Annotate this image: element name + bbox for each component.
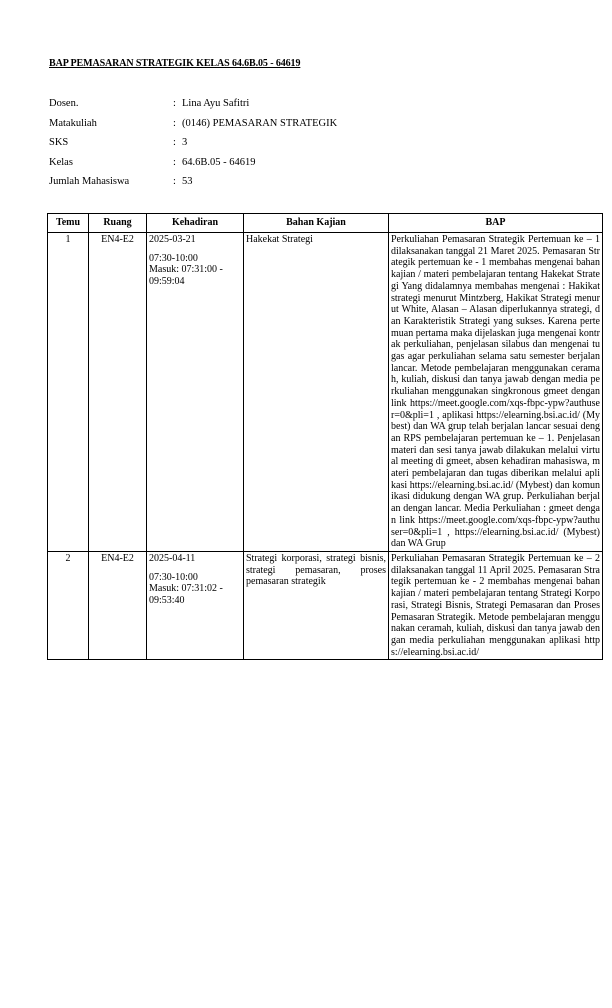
cell-temu: 1 xyxy=(48,233,89,552)
kehadiran-masuk: Masuk: 07:31:00 - 09:59:04 xyxy=(149,264,223,288)
info-row-sks xyxy=(49,133,337,153)
table-row xyxy=(48,233,603,552)
info-value: Lina Ayu Safitri xyxy=(182,98,250,109)
cell-ruang: EN4-E2 xyxy=(89,233,147,552)
info-label: Jumlah Mahasiswa xyxy=(49,176,130,187)
info-value: 3 xyxy=(182,137,188,148)
info-colon: : xyxy=(173,98,176,109)
cell-bap: Perkuliahan Pemasaran Strategik Pertemuan ke – 2 dilaksanakan tanggal 11 April 2025. Pemasaran Strategik pertemuan ke - 2 membahas mengenai bahan kajian / materi pembelajaran tentang Strategi Korporasi, Strategi Bisnis, Strategi Pemasaran dan Proses Pemasaran Strategik. Metode pembelajaran menggunakan ceramah, kuliah, diskusi dan tanya jawab dengan media perkuliahan menggunakan aplikasi https://elearning.bsi.ac.id/ xyxy=(389,551,603,659)
info-value: (0146) PEMASARAN STRATEGIK xyxy=(182,117,338,129)
header-bahan-kajian: Bahan Kajian xyxy=(244,214,389,233)
cell-ruang: EN4-E2 xyxy=(89,551,147,659)
info-value: 64.6B.05 - 64619 xyxy=(182,156,256,168)
header-ruang: Ruang xyxy=(89,214,147,233)
table-row xyxy=(48,551,603,659)
cell-temu: 2 xyxy=(48,551,89,659)
cell-kehadiran xyxy=(147,233,244,552)
cell-bahan-kajian: Hakekat Strategi xyxy=(244,233,389,552)
cell-bahan-kajian: Strategi korporasi, strategi bisnis, strategi pemasaran, proses pemasaran strategik xyxy=(244,551,389,659)
info-colon: : xyxy=(173,176,176,187)
info-value: 53 xyxy=(182,176,193,187)
header-kehadiran: Kehadiran xyxy=(147,214,244,233)
kehadiran-time: 07:30-10:00 xyxy=(149,571,198,583)
kehadiran-date: 2025-04-11 xyxy=(149,552,196,564)
info-label: Kelas xyxy=(49,156,73,168)
header-bap: BAP xyxy=(389,214,603,233)
cell-bap: Perkuliahan Pemasaran Strategik Pertemuan ke – 1 dilaksanakan tanggal 21 Maret 2025. Pemasaran Strategik pertemuan ke - 1 membahas mengenai bahan kajian / materi pembelajaran tentang Hakekat Strategi Yang didalamnya membahas mengenai : Hakikat strategi menurut Mintzberg, Hakikat Strategi menurut White, Alasan – Alasan diperlukannya strategi, dan Karakteristik Strategi yang sukses. Karena pertemuan pertama maka dijelaskan juga mengenai kontrak perkuliahan, penjelasan silabus dan mengenai tugas agar perkuliahan selama satu semester berjalan lancar. Metode pembelajaran menggunakan ceramah, kuliah, diskusi dan tanya jawab dengan media perkuliahan menggunakan singkronous gmeet dengan link https://meet.google.com/xqs-fbpc-ypw?authuser=0&pli=1 , aplikasi https://elearning.bsi.ac.id/ (Mybest) dan WA grup telah berjalan lancar sesuai dengan RPS pembelajaran pertemuan ke – 1. Penjelasan materi dan sesi tanya jawab dilakukan melalui virtual meeting di gmeet, absen kehadiran mahasiswa, materi pembelajaran dan tugas diberikan melalui aplikasi https://elearning.bsi.ac.id/ (Mybest) dan komunikasi didukung dengan WA grup. Perkuliahan berjalan dengan lancar. Media Perkuliahan : gmeet dengan link https://meet.google.com/xqs-fbpc-ypw?authuser=0&pli=1 , https://elearning.bsi.ac.id/ (Mybest) dan WA Grup xyxy=(389,233,603,552)
header-temu: Temu xyxy=(48,214,89,233)
kehadiran-time: 07:30-10:00 xyxy=(149,252,198,264)
table-header-row xyxy=(48,214,603,233)
info-label: SKS xyxy=(49,137,69,148)
info-colon: : xyxy=(173,156,176,168)
document-title: BAP PEMASARAN STRATEGIK KELAS 64.6B.05 - 64619 xyxy=(49,58,301,69)
info-label: Dosen. xyxy=(49,98,79,109)
cell-kehadiran xyxy=(147,551,244,659)
info-row-kelas xyxy=(49,153,337,173)
kehadiran-date: 2025-03-21 xyxy=(149,234,196,245)
info-colon: : xyxy=(173,117,176,129)
course-info xyxy=(49,94,337,192)
info-row-dosen xyxy=(49,94,337,114)
bap-table xyxy=(47,213,603,660)
info-label: Matakuliah xyxy=(49,117,97,129)
kehadiran-masuk: Masuk: 07:31:02 - 09:53:40 xyxy=(149,583,223,607)
info-row-jumlah-mahasiswa xyxy=(49,172,337,192)
info-colon: : xyxy=(173,137,176,148)
info-row-matakuliah xyxy=(49,114,337,134)
